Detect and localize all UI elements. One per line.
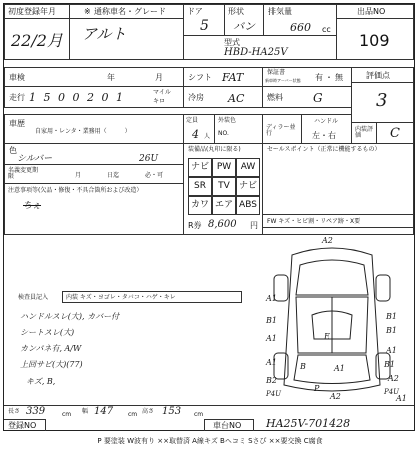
diag-mark-a1-right: A1	[386, 346, 397, 355]
inspector-options: 内装 キズ・ヨゴレ・タバコ・ハゲ・キレ	[66, 294, 176, 301]
diag-mark-b2: B2	[266, 376, 277, 385]
mileage-value: 1 5 0 0 2 0 1	[29, 91, 125, 104]
shift-cell	[183, 67, 263, 87]
warranty-cell	[262, 67, 352, 87]
equipment-item: ナビ	[236, 177, 260, 196]
sales-point-footer	[262, 214, 414, 228]
width-label: 幅	[82, 408, 89, 415]
length-value: 339	[26, 406, 46, 417]
fuel-value: G	[313, 91, 323, 105]
fuel-label: 燃料	[267, 93, 283, 102]
inspector-label: 検査員記入	[18, 294, 49, 301]
first-reg-cell	[4, 4, 70, 60]
diag-mark-a1-left: A1	[266, 294, 277, 303]
score-label: 評価点	[366, 71, 390, 80]
name-change-month: 月	[75, 172, 82, 179]
sales-point-title: セールスポイント（正常に機能するもの）	[267, 146, 381, 153]
shaken-year: 年	[107, 73, 115, 82]
inspector-line-5: キズ, B,	[26, 377, 56, 386]
diag-mark-p4u-right: P4U	[384, 388, 400, 396]
diag-mark-p: P	[314, 384, 320, 393]
shape-value: バン	[233, 20, 255, 33]
diag-mark-a1-lower: A1	[266, 358, 277, 367]
diag-mark-p4u-left: P4U	[266, 390, 282, 398]
ext-color-cell	[214, 114, 263, 144]
capacity-label: 定員	[186, 117, 199, 124]
diag-mark-e: E	[324, 332, 330, 341]
reg-no-label: 登録NO	[8, 421, 37, 430]
inspector-line-2: シートスレ(大)	[20, 328, 75, 337]
auction-sheet	[3, 3, 415, 431]
car-diagram	[262, 235, 402, 405]
equipment-item: TV	[212, 177, 236, 196]
shift-value: FAT	[222, 71, 244, 84]
fuel-cell	[262, 86, 352, 108]
color-value: シルバー	[17, 154, 53, 164]
chassis-label: 車台NO	[213, 421, 242, 430]
equipment-item: カワ	[188, 196, 212, 215]
shaken-month: 月	[155, 73, 163, 82]
dimensions-row	[4, 405, 414, 419]
notes-value: ちぇ	[23, 201, 42, 211]
shape-label: 形状	[228, 7, 244, 16]
capacity-unit: 人	[204, 133, 211, 140]
name-change-day: 日迄	[107, 172, 120, 179]
name-change-cell	[4, 164, 184, 184]
inspector-line-1: ハンドルスレ(大), カバー付	[20, 312, 120, 321]
diag-mark-a2-bottom: A2	[330, 392, 341, 401]
model-marker: ※	[84, 7, 91, 16]
ext-color-label: 外装色	[218, 117, 237, 124]
diag-mark-b1-right: B1	[386, 312, 397, 321]
recycle-unit: 円	[250, 221, 258, 230]
equipment-title: 装備品(丸印に限る)	[188, 146, 241, 153]
height-value: 153	[162, 406, 182, 417]
equipment-item: ナビ	[188, 158, 212, 177]
notes-label: 注意事項等(欠品・修復・不具合箇所および改造）	[8, 187, 143, 194]
diag-mark-b1-right2: B1	[386, 326, 397, 335]
inspector-line-4: 上回サビ(大)(77)	[20, 360, 83, 369]
warranty-label: 保証書	[267, 69, 286, 76]
diag-mark-a1-bottom: A1	[334, 364, 345, 373]
model-value: アルト	[82, 25, 127, 43]
ac-value: AC	[228, 92, 245, 105]
interior-cell	[351, 122, 414, 144]
sales-footer-text: FW キズ・ヒビ割・リペア跡・X要	[267, 218, 361, 225]
shaken-label: 車検	[9, 73, 25, 82]
warranty-dot: ・	[325, 73, 333, 82]
recycle-label: R券	[188, 221, 202, 230]
diag-mark-a2-lower: A2	[388, 374, 399, 383]
model-cell	[69, 4, 184, 60]
inspector-box	[4, 235, 414, 405]
capacity-cell	[183, 114, 215, 144]
warranty-sub: 新車時アーバー状態	[265, 78, 301, 83]
equipment-box	[183, 143, 263, 235]
diag-mark-b1-lower: B1	[384, 360, 395, 369]
handle-options: 左・右	[312, 131, 336, 140]
color-label: 色	[9, 146, 17, 155]
shape-cell	[224, 4, 264, 36]
dealer-cell	[262, 114, 302, 144]
shift-label: シフト	[188, 73, 212, 82]
model-label: 通称車名・グレード	[94, 7, 166, 16]
color-cell	[4, 143, 184, 165]
type-cell	[183, 35, 337, 60]
first-reg-label: 初度登録年月	[8, 7, 56, 16]
doors-label: ドア	[187, 7, 203, 16]
width-unit: cm	[128, 411, 138, 418]
equipment-item: SR	[188, 177, 212, 196]
chassis-label-cell	[204, 419, 254, 431]
history-options: 自家用・レンタ・業務用（ ）	[35, 128, 131, 135]
interior-label: 内装評価	[355, 126, 374, 139]
ext-color-code: NO.	[218, 130, 229, 137]
equipment-item: AW	[236, 158, 260, 177]
length-label: 長さ	[8, 408, 21, 415]
handle-cell	[301, 114, 352, 144]
color-code: 26U	[139, 154, 159, 164]
notes-cell	[4, 183, 184, 235]
equipment-item: PW	[212, 158, 236, 177]
equipment-item: ABS	[236, 196, 260, 215]
name-change-label: 名義変更期限	[8, 167, 39, 180]
warranty-yes: 有	[315, 73, 323, 82]
height-label: 高さ	[142, 408, 155, 415]
inspector-line-3: カンパネ有, A/W	[20, 344, 82, 353]
first-reg-value: 22/2月	[11, 31, 63, 50]
mileage-cell	[4, 86, 184, 108]
diag-mark-a1-br: A1	[396, 394, 407, 403]
score-cell	[351, 67, 414, 123]
displacement-value: 660	[290, 21, 311, 34]
chassis-value: HA25V-701428	[266, 417, 351, 430]
dealer-label: ディラー並行	[266, 124, 296, 137]
exhibit-no-value: 109	[359, 31, 390, 50]
height-unit: cm	[194, 411, 204, 418]
displacement-unit: cc	[322, 25, 331, 34]
inspector-options-box	[62, 291, 242, 303]
name-change-check: 必・可	[145, 172, 164, 179]
diag-mark-a1-left2: A1	[266, 334, 277, 343]
displacement-label: 排気量	[268, 7, 292, 16]
score-value: 3	[376, 90, 388, 111]
diag-mark-a2-top: A2	[322, 236, 333, 245]
mileage-unit-mile: マイル	[153, 89, 171, 96]
shaken-cell	[4, 67, 184, 87]
warranty-no: 無	[335, 73, 343, 82]
reg-no-cell	[4, 419, 46, 431]
equipment-item: エア	[212, 196, 236, 215]
ac-cell	[183, 86, 263, 108]
recycle-value: 8,600	[208, 219, 237, 230]
type-value: HBD-HA25V	[224, 47, 288, 58]
legend: P 要塗装 W波有り ××取替済 A線キズ Bヘコミ Sさび ××要交換 C腐食	[97, 437, 323, 445]
exhibit-no-label: 出品NO	[357, 7, 386, 16]
doors-cell	[183, 4, 225, 36]
history-cell	[4, 114, 184, 144]
length-unit: cm	[62, 411, 72, 418]
diag-mark-b1-left: B1	[266, 316, 277, 325]
exhibit-no-cell	[336, 4, 414, 60]
width-value: 147	[94, 406, 114, 417]
capacity-value: 4	[192, 128, 199, 141]
displacement-cell	[263, 4, 337, 36]
interior-value: C	[390, 126, 400, 141]
handle-label: ハンドル	[314, 118, 339, 125]
type-label: 型式	[224, 38, 240, 47]
diag-mark-b: B	[300, 362, 306, 371]
mileage-unit-km: キロ	[153, 98, 166, 105]
ac-label: 冷房	[188, 93, 204, 102]
history-label: 車歴	[9, 119, 25, 128]
mileage-label: 走行	[9, 93, 25, 102]
doors-value: 5	[200, 18, 209, 34]
